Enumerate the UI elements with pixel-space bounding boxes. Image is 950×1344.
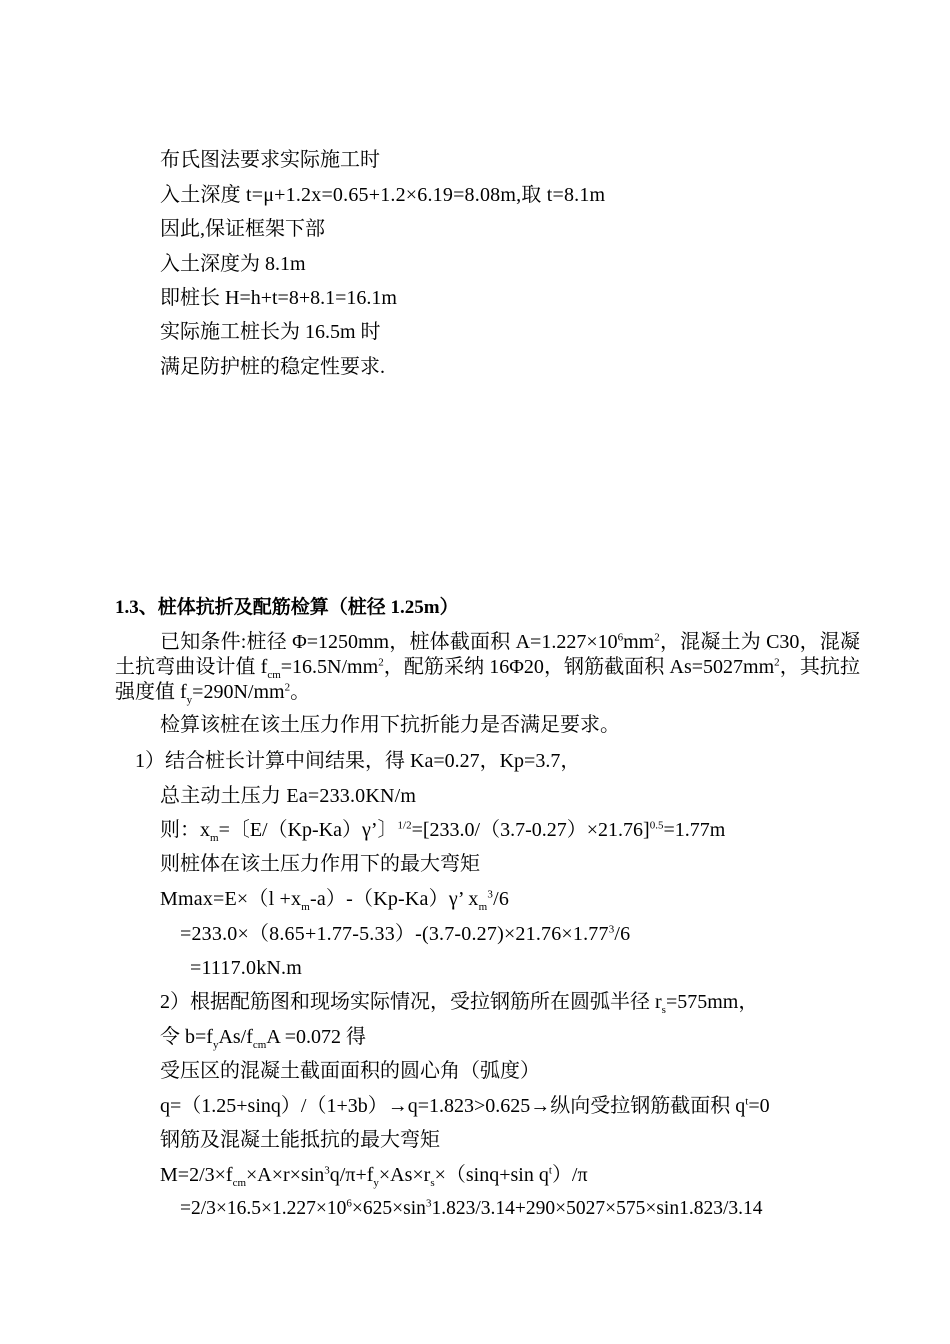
superscript: 2	[284, 681, 291, 694]
text-run: 则：x	[160, 819, 210, 841]
text-line: 则桩体在该土压力作用下的最大弯矩	[160, 853, 480, 875]
xm-formula	[160, 818, 725, 842]
text-run: M=2/3×f	[160, 1164, 233, 1186]
text-run: =[233.0/（3.7-0.27）×21.76]	[411, 819, 650, 841]
subscript: s	[430, 1177, 435, 1189]
q-formula	[160, 1094, 770, 1118]
text-run: ×625×sin	[351, 1198, 426, 1219]
superscript: 2	[654, 631, 660, 644]
text-line: 入土深度为 8.1m	[160, 253, 306, 275]
superscript: 2	[378, 656, 384, 669]
section-heading: 1.3、桩体抗折及配筋检算（桩径 1.25m）	[115, 597, 459, 618]
subscript: m	[301, 901, 310, 913]
text-run: 2）根据配筋图和现场实际情况，受拉钢筋所在圆弧半径 r	[160, 991, 662, 1013]
text-run: ，配筋采纳 16Φ20，钢筋截面积 As=5027mm	[383, 656, 775, 678]
text-run: 令 b=f	[160, 1026, 213, 1048]
text-run: q=（1.25+sinq）/（1+3b）→q=1.823>0.625→纵向受拉钢筋截面积 q	[160, 1095, 746, 1117]
m-formula	[160, 1163, 588, 1187]
step-1-line: 1）结合桩长计算中间结果，得 Ka=0.27，Kp=3.7，	[135, 750, 581, 772]
superscript: 0.5	[649, 819, 664, 832]
subscript: cm	[252, 1039, 267, 1051]
text-run: 1.823/3.14+290×5027×575×sin1.823/3.14	[431, 1198, 763, 1219]
text-run: =575mm，	[665, 991, 759, 1013]
text-run: =1.77m	[663, 819, 726, 841]
text-line: 因此,保证框架下部	[160, 218, 325, 240]
text-run: 。	[290, 681, 311, 703]
mmax-formula	[160, 887, 509, 911]
b-formula	[160, 1025, 366, 1049]
subscript: y	[186, 694, 193, 706]
subscript: y	[212, 1039, 219, 1051]
text-run: /6	[493, 888, 510, 910]
subscript: cm	[232, 1177, 247, 1189]
known-conditions-paragraph	[115, 630, 860, 705]
text-run: Mmax=E×（l +x	[160, 888, 302, 910]
superscript: 3	[324, 1164, 330, 1177]
superscript: t	[548, 1164, 552, 1177]
text-run: -a）-（Kp-Ka）γ’ x	[310, 888, 479, 910]
text-run: ）/π	[551, 1164, 588, 1186]
text-run: =2/3×16.5×1.227×10	[180, 1198, 347, 1219]
subscript: m	[210, 832, 219, 844]
subscript: s	[661, 1004, 666, 1016]
superscript: 6	[346, 1197, 352, 1210]
superscript: 2	[774, 656, 780, 669]
text-line: 受压区的混凝土截面面积的圆心角（弧度）	[160, 1060, 540, 1082]
text-run: =16.5N/mm	[280, 656, 379, 678]
step-2-line	[160, 990, 758, 1014]
superscript: 3	[608, 923, 615, 936]
text-line: 总主动土压力 Ea=233.0KN/m	[160, 785, 417, 807]
text-line: 入土深度 t=μ+1.2x=0.65+1.2×6.19=8.08m,取 t=8.1m	[160, 184, 606, 206]
text-line: 满足防护桩的稳定性要求.	[160, 356, 385, 378]
m-formula-line-2	[180, 1197, 763, 1221]
text-run: mm	[623, 631, 655, 653]
text-line: 检算该桩在该土压力作用下抗折能力是否满足要求。	[160, 714, 620, 736]
text-line: 布氏图法要求实际施工时	[160, 149, 380, 171]
text-run: =0	[748, 1095, 770, 1117]
text-run: q/π+f	[329, 1164, 374, 1186]
superscript: 1/2	[397, 819, 412, 832]
superscript: 3	[425, 1197, 432, 1210]
superscript: t	[745, 1095, 749, 1108]
text-run: 已知条件:桩径 Φ=1250mm，桩体截面积 A=1.227×10	[160, 631, 618, 653]
subscript: cm	[267, 669, 281, 681]
text-run: ×（sinq+sin q	[434, 1164, 549, 1186]
text-line: 即桩长 H=h+t=8+8.1=16.1m	[160, 287, 397, 309]
text-run: ×A×r×sin	[246, 1164, 325, 1186]
superscript: 3	[487, 888, 494, 901]
text-run: ，混凝土为 C30，混凝土抗弯曲设计值 f	[115, 631, 860, 678]
text-run: =290N/mm	[192, 681, 285, 703]
text-run: /6	[614, 923, 631, 945]
text-run: =233.0×（8.65+1.77-5.33）-(3.7-0.27)×21.76×1.77	[180, 923, 609, 945]
text-run: As/f	[218, 1026, 253, 1048]
text-line: 钢筋及混凝土能抵抗的最大弯矩	[160, 1129, 440, 1151]
mmax-result: =1117.0kN.m	[190, 957, 302, 979]
superscript: 6	[617, 631, 624, 644]
text-run: ，其抗拉强度值 f	[115, 656, 861, 703]
text-line: 实际施工桩长为 16.5m 时	[160, 321, 381, 343]
subscript: y	[373, 1177, 379, 1189]
text-run: A =0.072 得	[266, 1026, 366, 1048]
subscript: m	[478, 901, 488, 913]
text-run: ×As×r	[378, 1164, 431, 1186]
text-run: =〔E/（Kp-Ka）γ’〕	[218, 819, 398, 841]
mmax-formula-line-2	[180, 922, 630, 946]
